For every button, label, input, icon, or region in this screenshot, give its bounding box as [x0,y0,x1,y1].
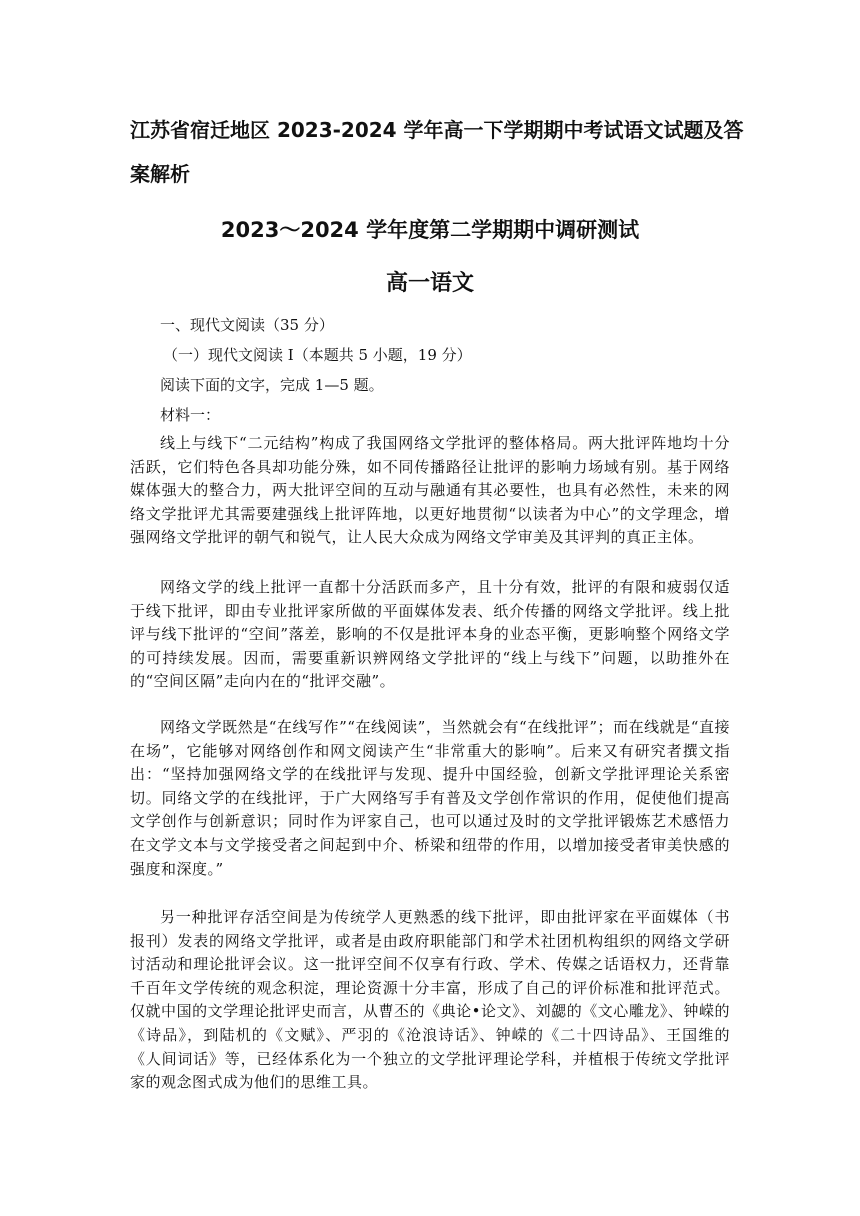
paragraph-3: 网络文学既然是“在线写作”“在线阅读”，当然就会有“在线批评”；而在线就是“直接在场”，它能够对网络创作和网文阅读产生“非常重大的影响”。后来又有研究者撰文指出：“坚持加强网络文学的在线批评与发现、提升中国经验，创新文学批评理论关系密切。同络文学的在线批评，于广大网络写手有普及文学创作常识的作用，促使他们提高文学创作与创新意识；同时作为评家自己，也可以通过及时的文学批评锻炼艺术感悟力在文学文本与文学接受者之间起到中介、桥梁和纽带的作用，以增加接受者审美快感的强度和深度。” [130,718,730,878]
exam-title: 2023～2024 学年度第二学期期中调研测试 [220,218,640,242]
reading-instruction: 阅读下面的文字，完成 1—5 题。 [160,376,384,394]
document-title-line-2: 案解析 [130,162,190,186]
material-label: 材料一： [160,406,221,424]
paragraph-4: 另一种批评存活空间是为传统学人更熟悉的线下批评，即由批评家在平面媒体（书报刊）发表的网络文学批评，或者是由政府职能部门和学术社团机构组织的网络文学研讨活动和理论批评会议。这一批评空间不仅享有行政、学术、传媒之话语权力，还背靠千百年文学传统的观念积淀，理论资源十分丰富，形成了自己的评价标准和批评范式。仅就中国的文学理论批评史而言，从曹丕的《典论•论文》、刘勰的《文心雕龙》、钟嵘的《诗品》，到陆机的《文赋》、严羽的《沧浪诗话》、钟嵘的《二十四诗品》、王国维的《人间词话》等，已经体系化为一个独立的文学批评理论学科，并植根于传统文学批评家的观念图式成为他们的思维工具。 [130,908,730,1092]
exam-subject: 高一语文 [385,271,474,296]
section-heading: 一、现代文阅读（35 分） [160,316,334,334]
subsection-heading: （一）现代文阅读 I（本题共 5 小题，19 分） [163,346,472,364]
document-title-line-1: 江苏省宿迁地区 2023-2024 学年高一下学期期中考试语文试题及答 [130,118,744,142]
paragraph-1: 线上与线下“二元结构”构成了我国网络文学批评的整体格局。两大批评阵地均十分活跃，它们特色各具却功能分殊，如不同传播路径让批评的影响力场域有别。基于网络媒体强大的整合力，两大批评空间的互动与融通有其必要性，也具有必然性，未来的网络文学批评尤其需要建强线上批评阵地，以更好地贯彻“以读者为中心”的文学理念，增强网络文学批评的朝气和锐气，让人民大众成为网络文学审美及其评判的真正主体。 [130,434,730,547]
paragraph-2: 网络文学的线上批评一直都十分活跃而多产，且十分有效，批评的有限和疲弱仅适于线下批评，即由专业批评家所做的平面媒体发表、纸介传播的网络文学批评。线上批评与线下批评的“空间”落差，影响的不仅是批评本身的业态平衡，更影响整个网络文学的可持续发展。因而，需要重新识辨网络文学批评的“线上与线下”问题，以助推外在的“空间区隔”走向内在的“批评交融”。 [130,578,730,691]
